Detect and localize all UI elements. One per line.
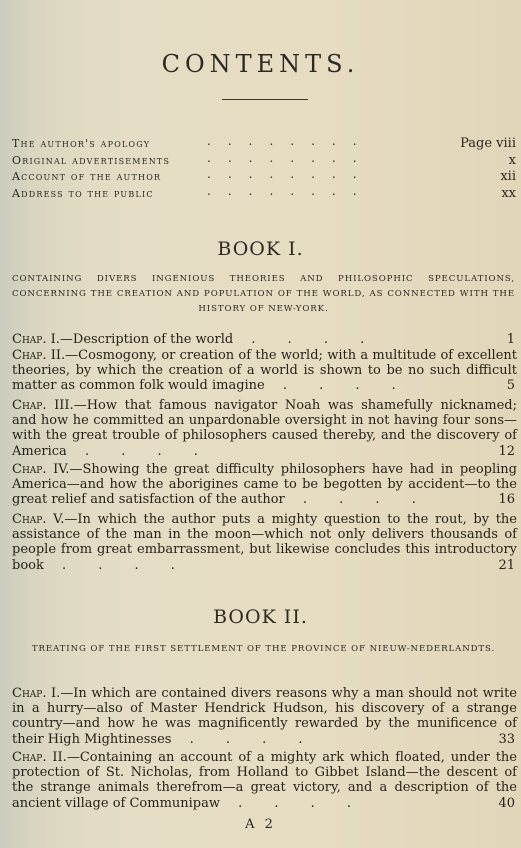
front-matter-list <box>12 136 518 202</box>
front-matter-entry <box>12 183 518 203</box>
chapter-text: —Containing an account of a mighty ark which floated, under the protection of St. Nicholas, from Holland to Gibbet Island—the descent of the strange animals therefrom—a great victory, and a description of the ancient village of Communipaw <box>12 750 517 811</box>
chapter-text: —Description of the world <box>59 332 234 347</box>
book-description: CONTAINING DIVERS INGENIOUS THEORIES AND PHILOSOPHIC SPECULATIONS, CONCERNING THE CREATION AND POPULATION OF THE WORLD, AS CONNECTED WITH THE HISTORY OF NEW-YORK. <box>12 274 515 314</box>
leader-dots: ........ <box>207 167 374 181</box>
chapter-entry <box>12 398 517 459</box>
chapter-head: Chap. I. <box>12 686 61 701</box>
chapter-text: —In which the author puts a mighty question to the rout, by the assistance of the man in the moon—which not only delivers thousands of people from great embarrassment, but likewise concludes this introductory book <box>12 512 517 573</box>
chapter-head: Chap. V. <box>12 512 65 527</box>
entry-page: xx <box>501 185 516 201</box>
chapter-text: —How that famous navigator Noah was shamefully nicknamed; and how he committed an unpardonable oversight in not having four sons—with the great trouble of philosophers caused thereby, and the discovery of America <box>12 398 517 459</box>
chapter-head: Chap. III. <box>12 398 74 413</box>
chapter-head: Chap. II. <box>12 348 66 363</box>
chapter-page: 21 <box>498 557 515 573</box>
signature-mark: A 2 <box>245 817 276 832</box>
leader-dots: . . . . <box>171 731 317 747</box>
entry-label: Account of the author <box>12 170 162 183</box>
book-heading: BOOK II. <box>213 606 308 628</box>
chapter-entry <box>12 462 517 508</box>
entry-page: xii <box>500 169 516 184</box>
entry-page: x <box>508 152 516 168</box>
entry-label: Original advertisements <box>12 153 171 167</box>
leader-dots: . . . . <box>264 378 410 394</box>
leader-dots: ........ <box>207 183 374 198</box>
book-description: TREATING OF THE FIRST SETTLEMENT OF THE PROVINCE OF NIEUW-NEDERLANDTS. <box>31 644 496 654</box>
chapter-page: 12 <box>498 443 515 459</box>
leader-dots: . . . . <box>284 492 430 508</box>
leader-dots: . . . . <box>233 332 379 347</box>
chapter-head: Chap. I. <box>12 332 60 347</box>
leader-dots: ........ <box>207 150 374 165</box>
book-heading: BOOK I. <box>217 238 304 260</box>
chapter-entry <box>12 686 517 747</box>
page-title: CONTENTS. <box>161 50 360 78</box>
chapter-text: —In which are contained divers reasons why a man should not write in a hurry—also of Master Hendrick Hudson, his discovery of a strange country—and how he was magnificently rewarded by the munificence of their High Mightinesses <box>12 686 517 747</box>
chapter-head: Chap. IV. <box>12 462 70 477</box>
entry-label: Address to the public <box>12 186 154 200</box>
leader-dots: . . . . <box>220 795 366 811</box>
chapter-text: —Cosmogony, or creation of the world; with a multitude of excellent theories, by which the creation of a world is shown to be no such difficult matter as common folk would imagine <box>12 348 517 394</box>
chapter-page: 5 <box>506 378 515 394</box>
chapter-text: —Showing the great difficulty philosophers have had in peopling America—and how the aborigines came to be begotten by accident—to the great relief and satisfaction of the author <box>12 462 517 508</box>
leader-dots: . . . . <box>43 557 189 573</box>
leader-dots: . . . . <box>66 443 212 459</box>
chapter-page: 16 <box>498 492 515 508</box>
leader-dots: ........ <box>207 134 374 148</box>
entry-page: Page viii <box>460 136 516 151</box>
chapter-entry <box>12 512 517 573</box>
entry-label: The author's apology <box>12 137 151 150</box>
chapter-page: 40 <box>498 795 515 811</box>
chapter-entry <box>12 348 517 394</box>
chapter-entry <box>12 332 517 347</box>
chapter-page: 33 <box>498 731 515 747</box>
title-rule <box>222 99 308 100</box>
chapter-head: Chap. II. <box>12 750 67 765</box>
chapter-page: 1 <box>506 332 515 347</box>
chapter-entry <box>12 750 517 811</box>
